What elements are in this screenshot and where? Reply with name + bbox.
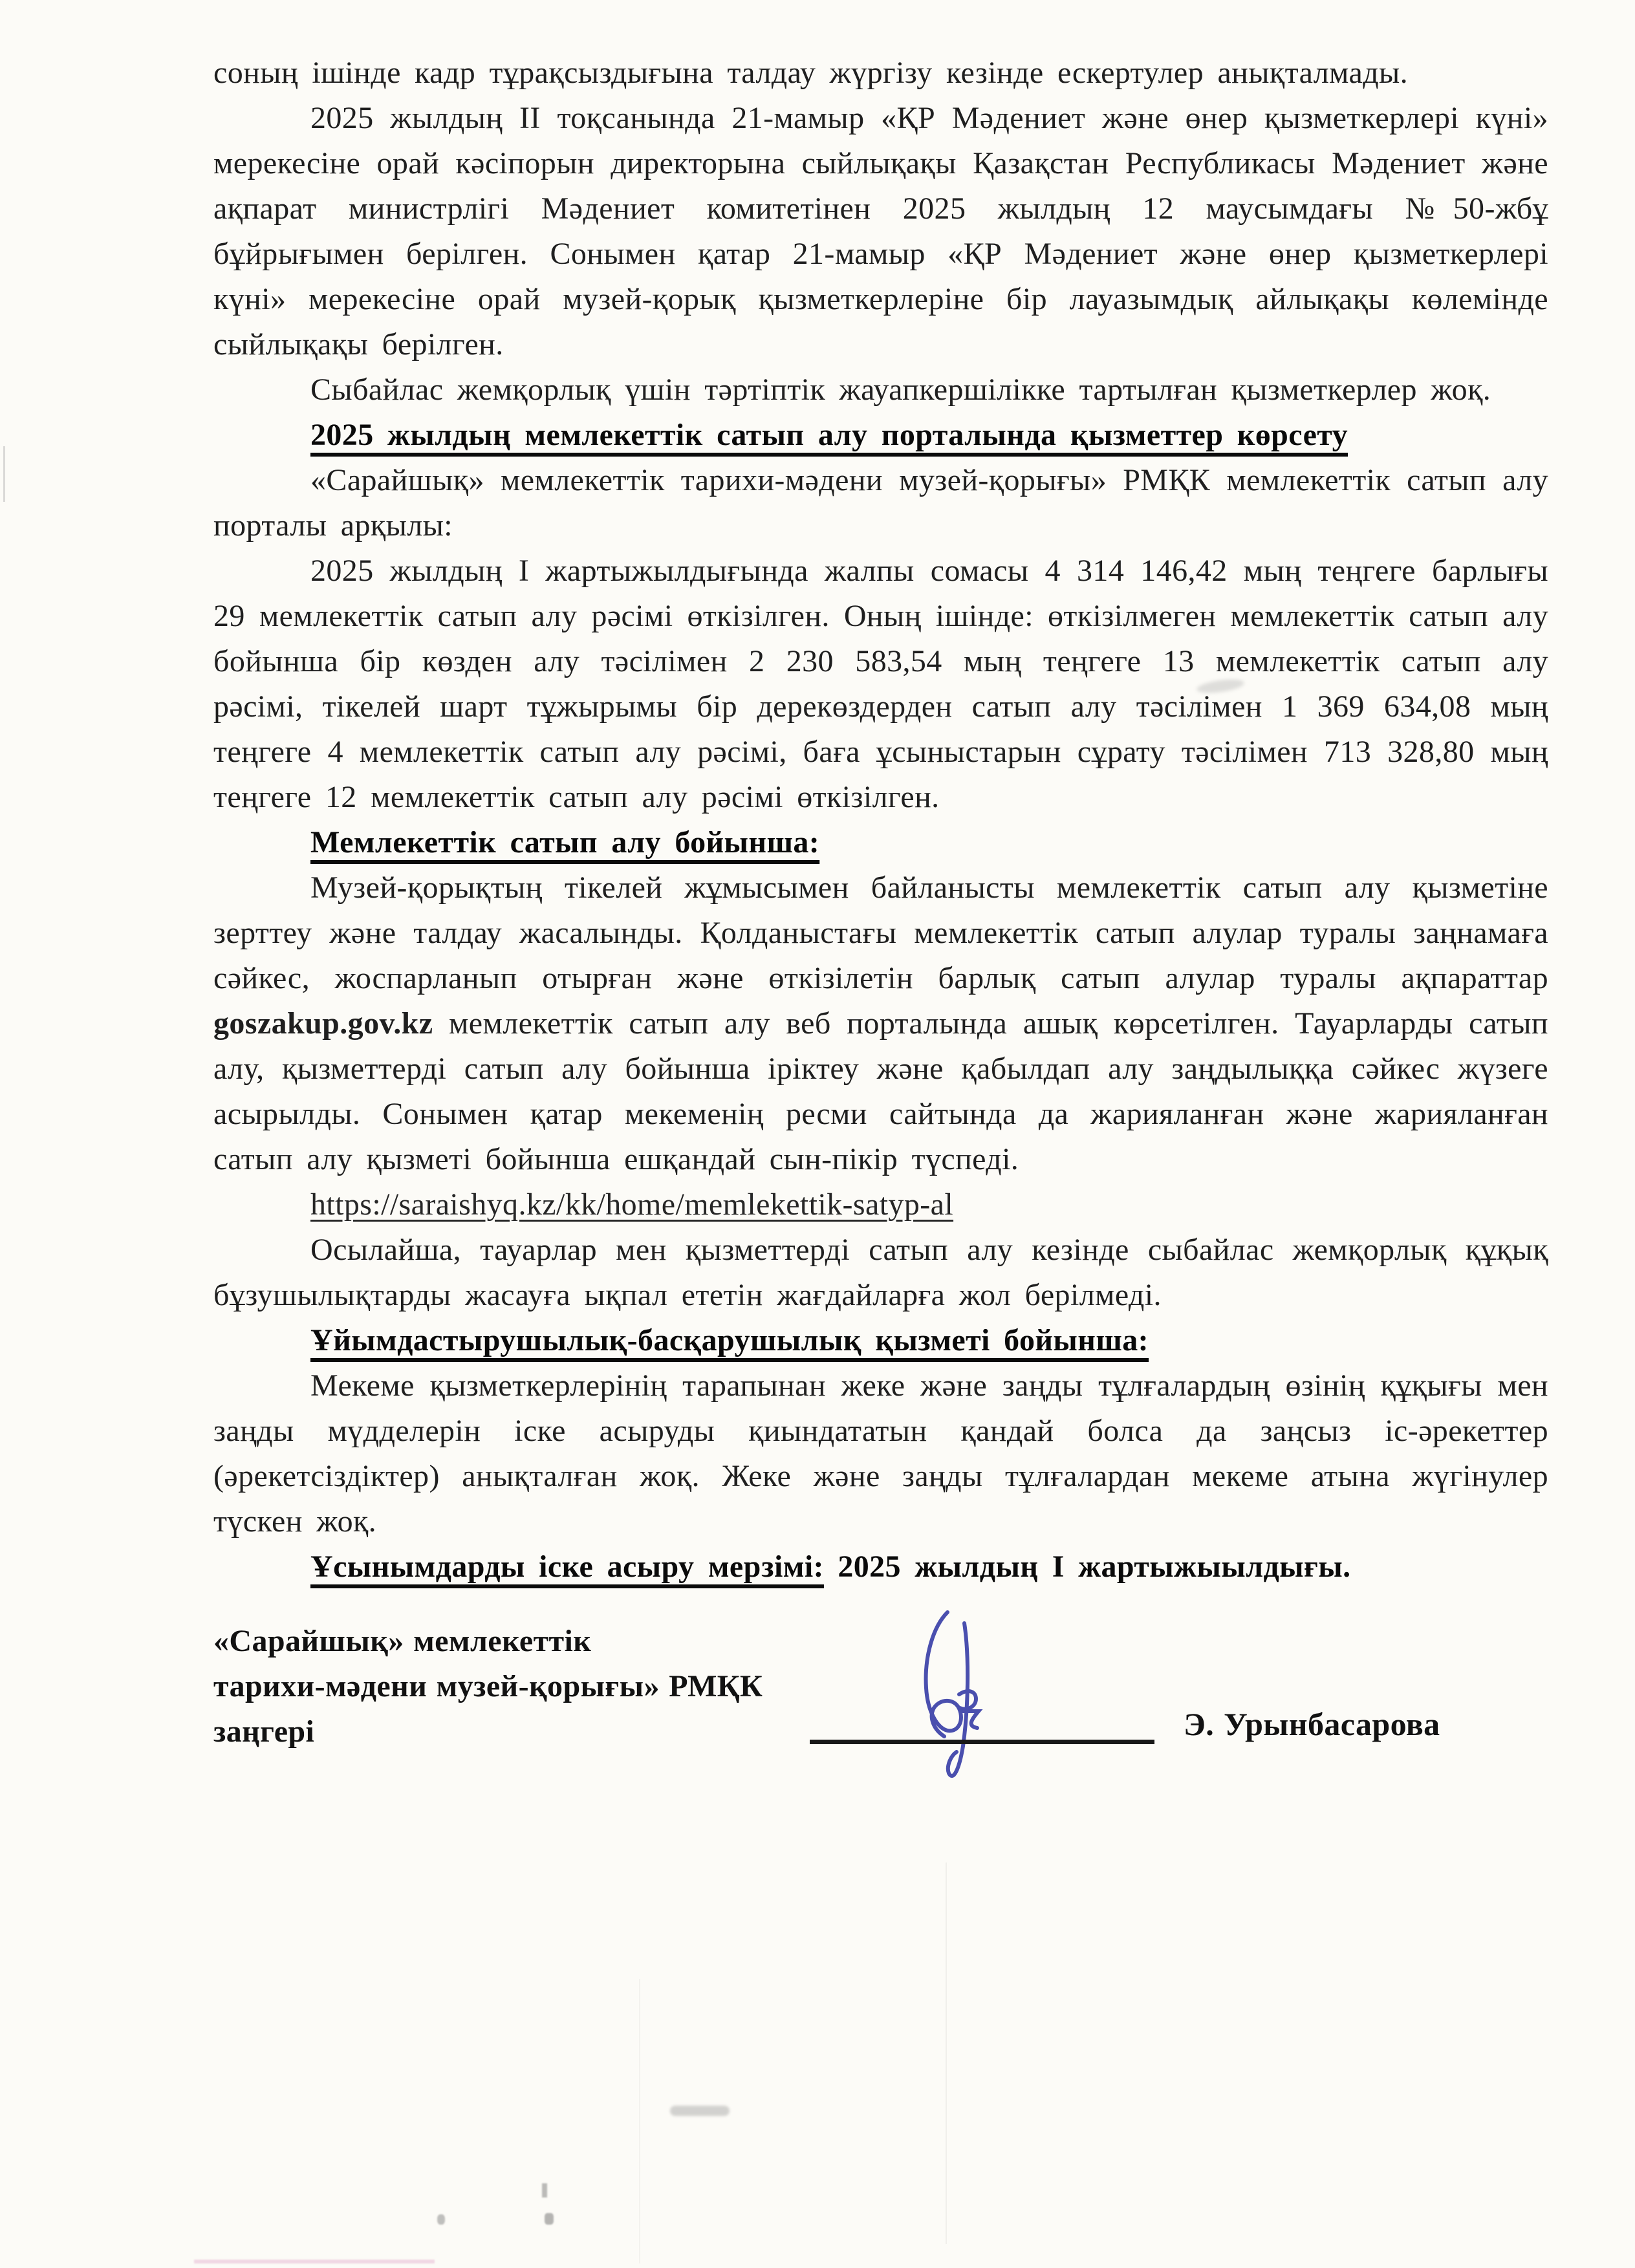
organization-title-line2: тарихи-мәдени музей-қорығы» РМҚК — [213, 1669, 763, 1703]
paragraph-awards: 2025 жылдың II тоқсанында 21-мамыр «ҚР Мәдениет және өнер қызметкерлері күні» мерекесіне орай кәсіпорын директорына сыйлықақы Қазақстан Республикасы Мәдениет және ақпарат министрлігі Мәдениет комитетінен 2025 жылдың 12 маусымдағы №50-жбұ бұйрығымен берілген. Сонымен қатар 21-мамыр «ҚР Мәдениет және өнер қызметкерлері күні» мерекесіне орай музей-қорық қызметкерлеріне бір лауазымдық айлықақы көлемінде сыйлықақы берілген. — [213, 101, 1548, 362]
goszakup-site-name: goszakup.gov.kz — [213, 1006, 433, 1041]
scan-vertical-streak — [639, 1979, 640, 2263]
saraishyq-procurement-link[interactable]: https://saraishyq.kz/kk/home/memlekettik-satyp-al — [310, 1187, 954, 1222]
document-body — [213, 50, 1548, 1864]
signer-name: Э. Урынбасарова — [1184, 1706, 1440, 1742]
deadline-value: 2025 жылдың I жартыжыылдығы. — [823, 1550, 1351, 1584]
paragraph-continuation: соның ішінде кадр тұрақсыздығына талдау жүргізу кезінде ескертулер анықталмады. — [213, 56, 1409, 90]
scan-speck — [542, 2183, 547, 2198]
deadline-label: Ұсынымдарды іске асыру мерзімі: — [310, 1550, 824, 1584]
procurement-analysis-text-start: Музей-қорықтың тікелей жұмысымен байланысты мемлекеттік сатып алу қызметіне зерттеу және талдау жасалынды. Қолданыстағы мемлекеттік сатып алулар туралы заңнамаға сәйкес, жоспарланып отырған және өткізілетін барлық сатып алулар туралы ақпараттар — [213, 870, 1548, 995]
scan-smudge — [670, 2106, 730, 2116]
signature-line — [810, 1740, 1154, 1744]
signature-block — [213, 1619, 1548, 1864]
organization-title-line1: «Сарайшық» мемлекеттік — [213, 1624, 592, 1658]
paragraph-procurement-statistics: 2025 жылдың I жартыжылдығында жалпы сомасы 4 314 146,42 мың теңгеге барлығы 29 мемлекеттік сатып алу рәсімі өткізілген. Оның ішінде: өткізілмеген мемлекеттік сатып алу бойынша бір көзден алу тәсілімен 2 230 583,54 мың теңгеге 13 мемлекеттік сатып алу рәсімі, тікелей шарт тұжырымы бір дерекөздерден сатып алу тәсілімен 1 369 634,08 мың теңгеге 4 мемлекеттік сатып алу рәсімі, баға ұсыныстарын сұрату тәсілімен 713 328,80 мың теңгеге 12 мемлекеттік сатып алу рәсімі өткізілген. — [213, 554, 1548, 814]
section-heading-procurement-portal-services: 2025 жылдың мемлекеттік сатып алу порталында қызметтер көрсету — [310, 418, 1348, 452]
paragraph-no-disciplined-employees: Сыбайлас жемқорлық үшін тәртіптік жауапкершілікке тартылған қызметкерлер жоқ. — [310, 373, 1491, 407]
organization-title — [213, 1619, 763, 1755]
paragraph-procurement-analysis — [213, 865, 1548, 1182]
scan-vertical-streak — [946, 1863, 947, 2244]
paragraph-museum-portal-intro: «Сарайшық» мемлекеттік тарихи-мәдени музей-қорығы» РМҚК мемлекеттік сатып алу порталы арқылы: — [213, 463, 1548, 543]
procurement-analysis-text-end: мемлекеттік сатып алу веб порталында ашық көрсетілген. Тауарларды сатып алу, қызметтерді сатып алу бойынша іріктеу және қабылдап алу заңдылыққа сәйкес жүзеге асырылды. Сонымен қатар мекеменің ресми сайтында да жарияланған және жарияланған сатып алу қызметі бойынша ешқандай сын-пікір түспеді. — [213, 1006, 1548, 1176]
job-title-lawyer: заңгері — [213, 1714, 315, 1749]
scan-speck — [437, 2214, 445, 2225]
scan-edge-mark — [3, 446, 5, 502]
paragraph-recommendation-deadline — [213, 1544, 1548, 1590]
paragraph-no-corruption-conditions: Осылайша, тауарлар мен қызметтерді сатып алу кезінде сыбайлас жемқорлық құқық бұзушылықтарды жасауға ықпал ететін жағдайларға жол берілмеді. — [213, 1233, 1548, 1312]
procurement-link-line — [213, 1182, 1548, 1227]
handwritten-signature-icon — [886, 1596, 1015, 1797]
scan-speck — [545, 2213, 554, 2225]
paragraph-no-illegal-actions: Мекеме қызметкерлерінің тарапынан жеке және заңды тұлғалардың өзінің құқығы мен заңды мүдделерін іске асыруды қиындататын қандай болса да заңсыз іс-әрекеттер (әрекетсіздіктер) анықталған жоқ. Жеке және заңды тұлғалардан мекеме атына жүгінулер түскен жоқ. — [213, 1368, 1548, 1539]
scan-color-streak — [194, 2260, 435, 2263]
section-heading-organizational-management: Ұйымдастырушылық-басқарушылық қызметі бойынша: — [310, 1323, 1149, 1357]
section-heading-public-procurement: Мемлекеттік сатып алу бойынша: — [310, 825, 820, 859]
